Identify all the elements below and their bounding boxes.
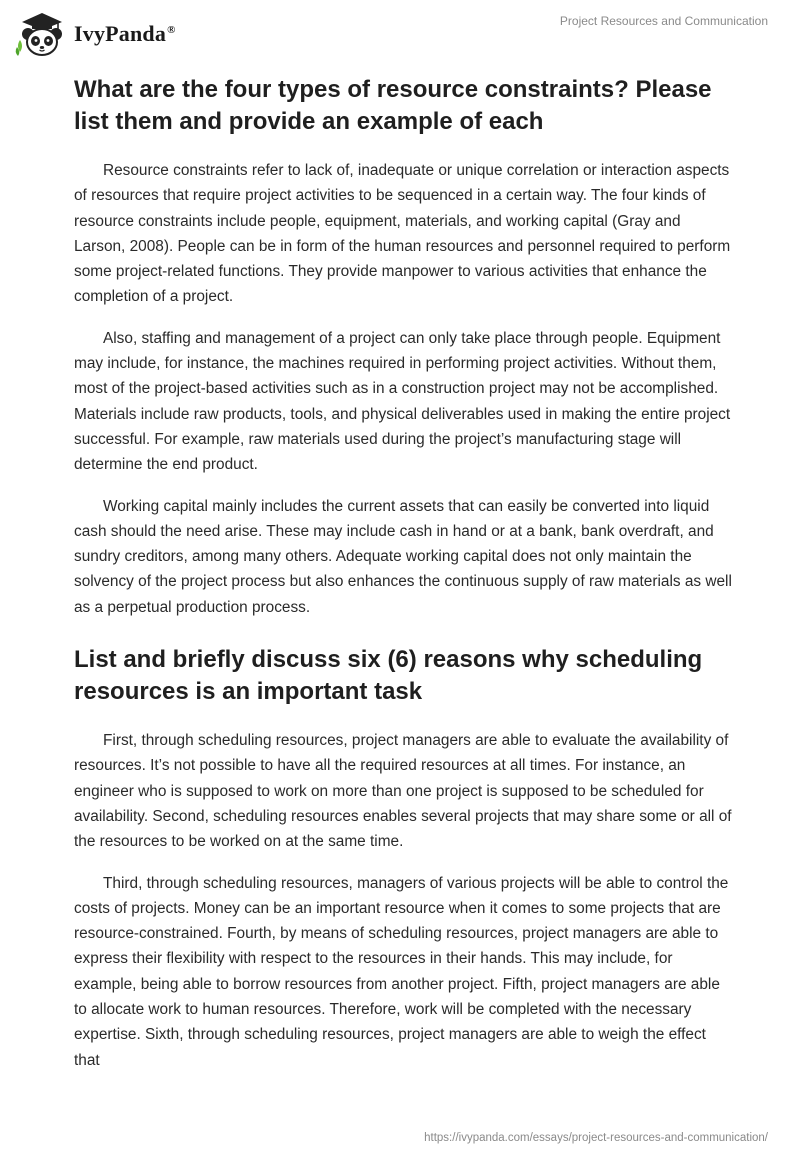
logo-wordmark: IvyPanda® [74, 21, 176, 46]
section-heading-scheduling-reasons: List and briefly discuss six (6) reasons why scheduling resources is an important task [74, 646, 703, 706]
paragraph: Resource constraints refer to lack of, inadequate or unique correlation or interaction aspects of resources that require project activities to be sequenced in a certain way. The four kinds of resource constraints include people, equipment, materials, and working capital (Gray and Larson, 2008). People can be in form of the human resources and personnel required to perform some project-related functions. They provide manpower to various activities that enhance the completion of a project. [74, 162, 731, 306]
panda-graduate-icon [14, 8, 70, 60]
paragraph: First, through scheduling resources, project managers are able to evaluate the availability of resources. It’s not possible to have all the required resources at all times. For instance, an engineer who is supposed to work on more than one project is supposed to be scheduled for availability. Second, scheduling resources enables several projects that may share some or all of the resources to be worked on at the same time. [74, 732, 732, 851]
page-header [0, 0, 800, 70]
paragraph: Working capital mainly includes the current assets that can easily be converted into liquid cash should the need arise. These may include cash in hand or at a bank, bank overdraft, and sundry creditors, among many others. Adequate working capital does not only maintain the solvency of the project process but also enhances the continuous supply of raw materials as well as a perpetual production process. [74, 497, 732, 616]
document-title: Project Resources and Communication [559, 14, 768, 28]
source-url[interactable]: https://ivypanda.com/essays/project-resources-and-communication/ [424, 1132, 768, 1144]
ivypanda-logo[interactable] [14, 8, 176, 60]
paragraph: Third, through scheduling resources, managers of various projects will be able to control the costs of projects. Money can be an important resource when it comes to some projects that are resource-constrained. Fourth, by means of scheduling resources, project managers are able to express their flexibility with respect to the resources in their hands. This may include, for example, being able to borrow resources from another project. Fifth, project managers are able to allocate work to human resources. Therefore, work will be completed with the necessary expertise. Sixth, through scheduling resources, project managers are able to weigh the effect that [74, 874, 729, 1069]
paragraph: Also, staffing and management of a project can only take place through people. Equipment may include, for instance, the machines required in performing project activities. Without them, most of the project-based activities such as in a construction project may not be accomplished. Materials include raw products, tools, and physical deliverables used in making the entire project successful. For example, raw materials used during the project’s manufacturing stage will determine the end product. [74, 329, 731, 474]
section-heading-resource-constraints: What are the four types of resource constraints? Please list them and provide an example of each [74, 76, 712, 135]
essay-content [74, 74, 734, 1089]
